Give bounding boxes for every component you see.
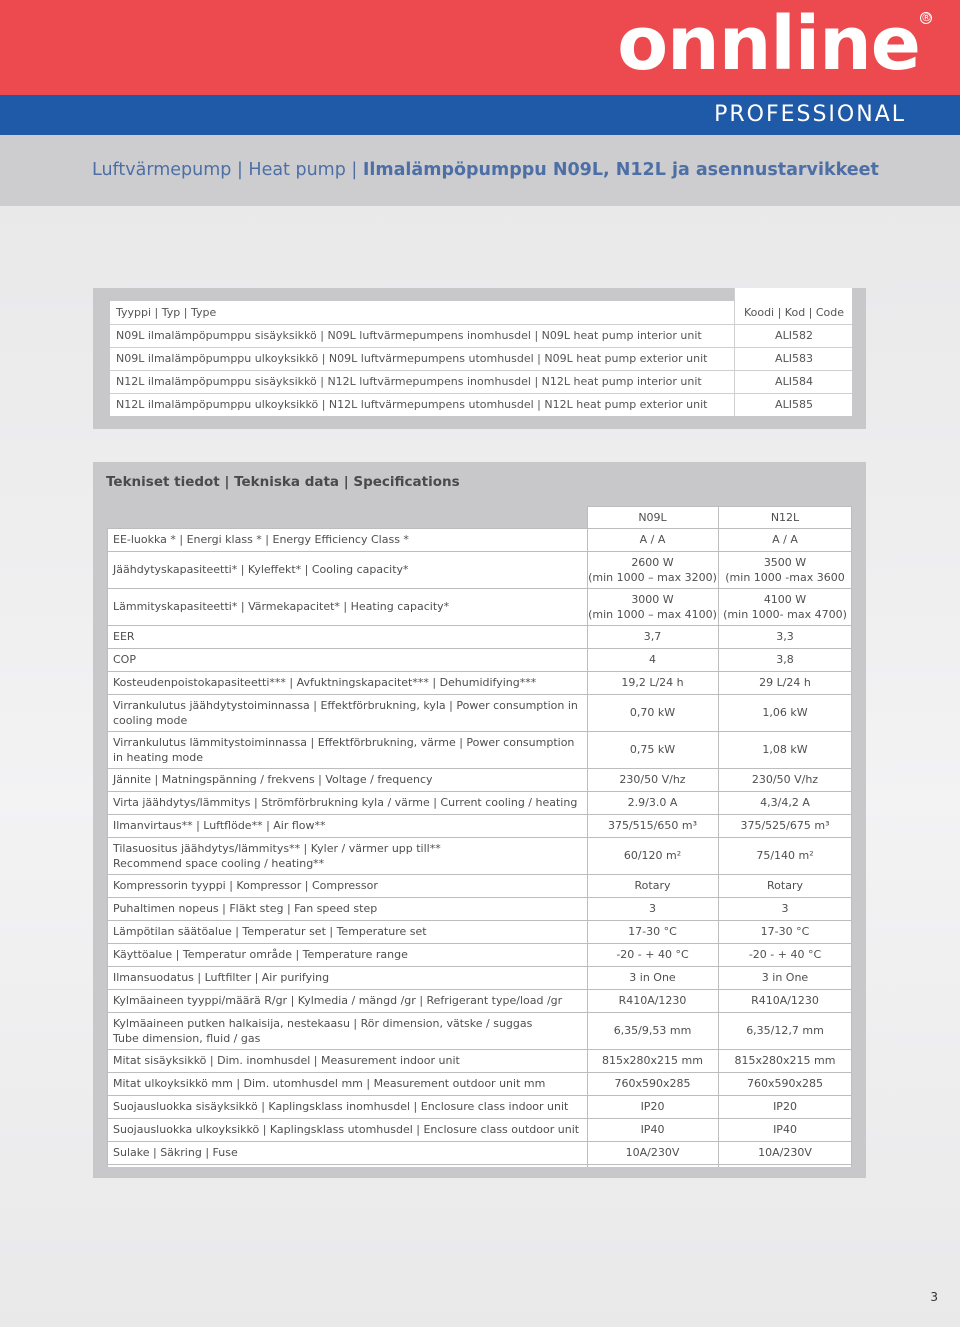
- spec-value-n09l: 0,70 kW: [629, 706, 676, 719]
- row-divider: [587, 506, 852, 507]
- spec-row: [107, 528, 852, 551]
- spec-value-n12l: 75/140 m²: [756, 849, 814, 862]
- specifications-table: [107, 506, 852, 1167]
- type-name: N09L ilmalämpöpumppu ulkoyksikkö | N09L luftvärmepumpens utomhusdel | N09L heat pump exterior unit: [116, 352, 708, 365]
- row-divider: [107, 1141, 852, 1142]
- row-divider: [110, 324, 852, 325]
- type-table-row: [110, 347, 852, 370]
- product-code: ALI583: [775, 352, 813, 365]
- row-divider: [107, 943, 852, 944]
- spec-value-n09l: R410A/1230: [618, 994, 687, 1007]
- spec-label: COP: [113, 653, 136, 666]
- row-divider: [107, 588, 852, 589]
- product-code: ALI582: [775, 329, 813, 342]
- spec-label: Mitat sisäyksikkö | Dim. inomhusdel | Measurement indoor unit: [113, 1054, 460, 1067]
- spec-value-n09l: 375/515/650 m³: [607, 819, 698, 832]
- spec-value-n09l: IP40: [640, 1123, 665, 1136]
- brand-logo-text: onnline: [617, 1, 920, 87]
- type-name: N12L ilmalämpöpumppu sisäyksikkö | N12L luftvärmepumpens inomhusdel | N12L heat pump interior unit: [116, 375, 702, 388]
- page-title-normal: Luftvärmepump | Heat pump |: [92, 160, 363, 180]
- spec-row: [107, 1072, 852, 1095]
- spec-value-n12l: 815x280x215 mm: [734, 1054, 836, 1067]
- spec-value-n12l: 17-30 °C: [760, 925, 810, 938]
- row-divider: [107, 625, 852, 626]
- type-table-row: [110, 324, 852, 347]
- brand-logo: [617, 1, 932, 87]
- row-divider: [110, 347, 852, 348]
- spec-row: [107, 1049, 852, 1072]
- spec-value-n09l: 2.9/3.0 A: [627, 796, 678, 809]
- spec-value-n09l: 3 in One: [629, 971, 676, 984]
- spec-value-n12l: 3,3: [776, 630, 794, 643]
- row-divider: [107, 551, 852, 552]
- spec-row: [107, 731, 852, 768]
- spec-row: [107, 1141, 852, 1164]
- spec-value-n09l: 60/120 m²: [623, 849, 682, 862]
- spec-value-n12l: 1,08 kW: [762, 743, 808, 756]
- spec-row: [107, 588, 852, 625]
- spec-label: Ilmansuodatus | Luftfilter | Air purifying: [113, 971, 330, 984]
- spec-value-n09l: 3000 W (min 1000 – max 4100): [588, 593, 717, 621]
- row-divider: [107, 966, 852, 967]
- row-divider: [107, 1164, 852, 1165]
- row-divider: [107, 1118, 852, 1119]
- spec-row: [107, 768, 852, 791]
- code-column-tab: [735, 288, 852, 301]
- column-header-n09l: N09L: [638, 511, 667, 524]
- spec-label: Suojausluokka ulkoyksikkö | Kaplingsklass utomhusdel | Enclosure class outdoor unit: [113, 1123, 580, 1136]
- spec-value-n12l: Rotary: [767, 879, 803, 892]
- type-name: N09L ilmalämpöpumppu sisäyksikkö | N09L luftvärmepumpens inomhusdel | N09L heat pump interior unit: [116, 329, 702, 342]
- spec-label: Suojausluokka sisäyksikkö | Kaplingsklass inomhusdel | Enclosure class indoor unit: [113, 1100, 569, 1113]
- page-number: 3: [930, 1290, 938, 1304]
- row-divider: [107, 768, 852, 769]
- spec-value-n12l: 10A/230V: [758, 1146, 812, 1159]
- spec-value-n09l: 0,75 kW: [629, 743, 676, 756]
- spec-row: [107, 671, 852, 694]
- spec-row: [107, 837, 852, 874]
- column-divider: [718, 506, 719, 1167]
- type-table-row: [110, 370, 852, 393]
- spec-value-n12l: 3 in One: [761, 971, 809, 984]
- spec-value-n12l: IP20: [773, 1100, 797, 1113]
- page-title-bold: Ilmalämpöpumppu N09L, N12L: [362, 160, 666, 180]
- spec-label: Ilmanvirtaus** | Luftflöde** | Air flow**: [113, 819, 326, 832]
- spec-row: [107, 551, 852, 588]
- spec-label: EER: [113, 630, 135, 643]
- spec-row: [107, 648, 852, 671]
- product-code: ALI584: [775, 375, 813, 388]
- spec-row: [107, 920, 852, 943]
- spec-value-n09l: Rotary: [634, 879, 671, 892]
- row-divider: [107, 1012, 852, 1013]
- spec-row: [107, 694, 852, 731]
- spec-row: [107, 897, 852, 920]
- spec-label: Mitat ulkoyksikkö mm | Dim. utomhusdel mm | Measurement outdoor unit mm: [113, 1077, 546, 1090]
- spec-value-n12l: 760x590x285: [746, 1077, 823, 1090]
- spec-value-n12l: 1,06 kW: [762, 706, 808, 719]
- code-column-header: Koodi | Kod | Code: [743, 306, 845, 319]
- spec-row: [107, 791, 852, 814]
- type-table-header: [110, 301, 852, 324]
- spec-row: [107, 1118, 852, 1141]
- spec-row: [107, 966, 852, 989]
- spec-label: Kosteudenpoistokapasiteetti*** | Avfuktningskapacitet*** | Dehumidifying***: [113, 676, 537, 689]
- row-divider: [107, 874, 852, 875]
- type-name: N12L ilmalämpöpumppu ulkoyksikkö | N12L luftvärmepumpens utomhusdel | N12L heat pump exterior unit: [116, 398, 708, 411]
- spec-label: Kylmäaineen tyyppi/määrä R/gr | Kylmedia / mängd /gr | Refrigerant type/load /gr: [113, 994, 563, 1007]
- spec-value-n09l: -20 - + 40 °C: [616, 948, 689, 961]
- column-divider: [107, 528, 108, 1167]
- row-divider: [107, 528, 852, 529]
- spec-label: Tilasuositus jäähdytys/lämmitys** | Kyler / värmer upp till** Recommend space cooling / heating**: [113, 842, 441, 870]
- specifications-title: Tekniset tiedot | Tekniska data | Specifications: [106, 474, 460, 490]
- spec-label: Jäähdytyskapasiteetti* | Kyleffekt* | Cooling capacity*: [113, 563, 409, 576]
- spec-label: Lämpötilan säätöalue | Temperatur set | Temperature set: [113, 925, 427, 938]
- type-column-header: Tyyppi | Typ | Type: [116, 306, 217, 319]
- spec-value-n12l: 6,35/12,7 mm: [746, 1024, 824, 1037]
- type-table-row: [110, 393, 852, 416]
- spec-label: Kylmäaineen putken halkaisija, nestekaasu | Rör dimension, vätske / suggas Tube dimension, fluid / gas: [113, 1017, 533, 1045]
- row-divider: [107, 837, 852, 838]
- spec-value-n12l: 29 L/24 h: [759, 676, 811, 689]
- spec-value-n09l: 10A/230V: [625, 1146, 680, 1159]
- row-divider: [107, 1049, 852, 1050]
- spec-value-n09l: IP20: [640, 1100, 665, 1113]
- spec-value-n09l: 17-30 °C: [628, 925, 677, 938]
- row-divider: [107, 920, 852, 921]
- spec-label: EE-luokka * | Energi klass * | Energy Efficiency Class *: [113, 533, 409, 546]
- row-divider: [107, 989, 852, 990]
- row-divider: [107, 671, 852, 672]
- spec-row: [107, 874, 852, 897]
- row-divider: [107, 814, 852, 815]
- spec-label: Virta jäähdytys/lämmitys | Strömförbrukning kyla / värme | Current cooling / heating: [113, 796, 578, 809]
- spec-label: Kompressorin tyyppi | Kompressor | Compressor: [113, 879, 378, 892]
- spec-value-n09l: A / A: [639, 533, 666, 546]
- spec-row: [107, 814, 852, 837]
- spec-value-n12l: 375/525/675 m³: [740, 819, 830, 832]
- spec-label: Virrankulutus jäähdytystoiminnassa | Effektförbrukning, kyla | Power consumption in cooling mode: [113, 699, 578, 727]
- specifications-header-row: [107, 506, 852, 528]
- spec-value-n09l: 230/50 V/hz: [619, 773, 686, 786]
- spec-value-n09l: 815x280x215 mm: [602, 1054, 703, 1067]
- spec-label: Jännite | Matningspänning / frekvens | Voltage / frequency: [113, 773, 433, 786]
- spec-label: Käyttöalue | Temperatur område | Temperature range: [113, 948, 408, 961]
- row-divider: [107, 731, 852, 732]
- spec-value-n09l: 19,2 L/24 h: [621, 676, 684, 689]
- page-title-tail: ja asennustarvikkeet: [665, 160, 879, 180]
- row-divider: [107, 1095, 852, 1096]
- spec-row: [107, 989, 852, 1012]
- row-divider: [110, 370, 852, 371]
- spec-value-n12l: IP40: [773, 1123, 797, 1136]
- row-divider: [110, 393, 852, 394]
- spec-value-n09l: 3,7: [643, 630, 662, 643]
- spec-value-n12l: 3,8: [776, 653, 794, 666]
- row-divider: [107, 648, 852, 649]
- spec-label: Lämmityskapasiteetti* | Värmekapacitet* | Heating capacity*: [113, 600, 450, 613]
- spec-value-n09l: 4: [649, 653, 656, 666]
- row-divider: [107, 1072, 852, 1073]
- product-code: ALI585: [775, 398, 813, 411]
- spec-value-n09l: 3: [649, 902, 656, 915]
- column-divider: [587, 506, 588, 1167]
- spec-value-n12l: 4,3/4,2 A: [760, 796, 810, 809]
- spec-value-n12l: -20 - + 40 °C: [748, 948, 822, 961]
- spec-row: [107, 1012, 852, 1049]
- spec-label: Sulake | Säkring | Fuse: [113, 1146, 238, 1159]
- spec-value-n09l: 6,35/9,53 mm: [613, 1024, 692, 1037]
- brand-tagline: PROFESSIONAL: [714, 102, 906, 127]
- spec-value-n12l: 230/50 V/hz: [751, 773, 819, 786]
- registered-mark-icon: ®: [921, 11, 932, 24]
- row-divider: [107, 694, 852, 695]
- spec-row: [107, 943, 852, 966]
- spec-value-n12l: 3500 W (min 1000 -max 3600: [725, 556, 845, 584]
- spec-value-n12l: A / A: [772, 533, 798, 546]
- page-title: [92, 160, 879, 180]
- spec-value-n12l: R410A/1230: [751, 994, 819, 1007]
- spec-row: [107, 625, 852, 648]
- column-header-n12l: N12L: [770, 511, 800, 524]
- spec-value-n12l: 4100 W (min 1000- max 4700): [723, 593, 847, 621]
- column-divider: [851, 506, 852, 1167]
- row-divider: [107, 791, 852, 792]
- spec-value-n09l: 760x590x285: [614, 1077, 691, 1090]
- spec-label: Virrankulutus lämmitystoiminnassa | Effektförbrukning, värme | Power consumption in heating mode: [113, 736, 575, 764]
- column-divider: [734, 288, 735, 416]
- spec-row: [107, 1095, 852, 1118]
- spec-value-n12l: 3: [781, 902, 789, 915]
- row-divider: [107, 897, 852, 898]
- spec-label: Puhaltimen nopeus | Fläkt steg | Fan speed step: [113, 902, 378, 915]
- spec-value-n09l: 2600 W (min 1000 – max 3200): [588, 556, 717, 584]
